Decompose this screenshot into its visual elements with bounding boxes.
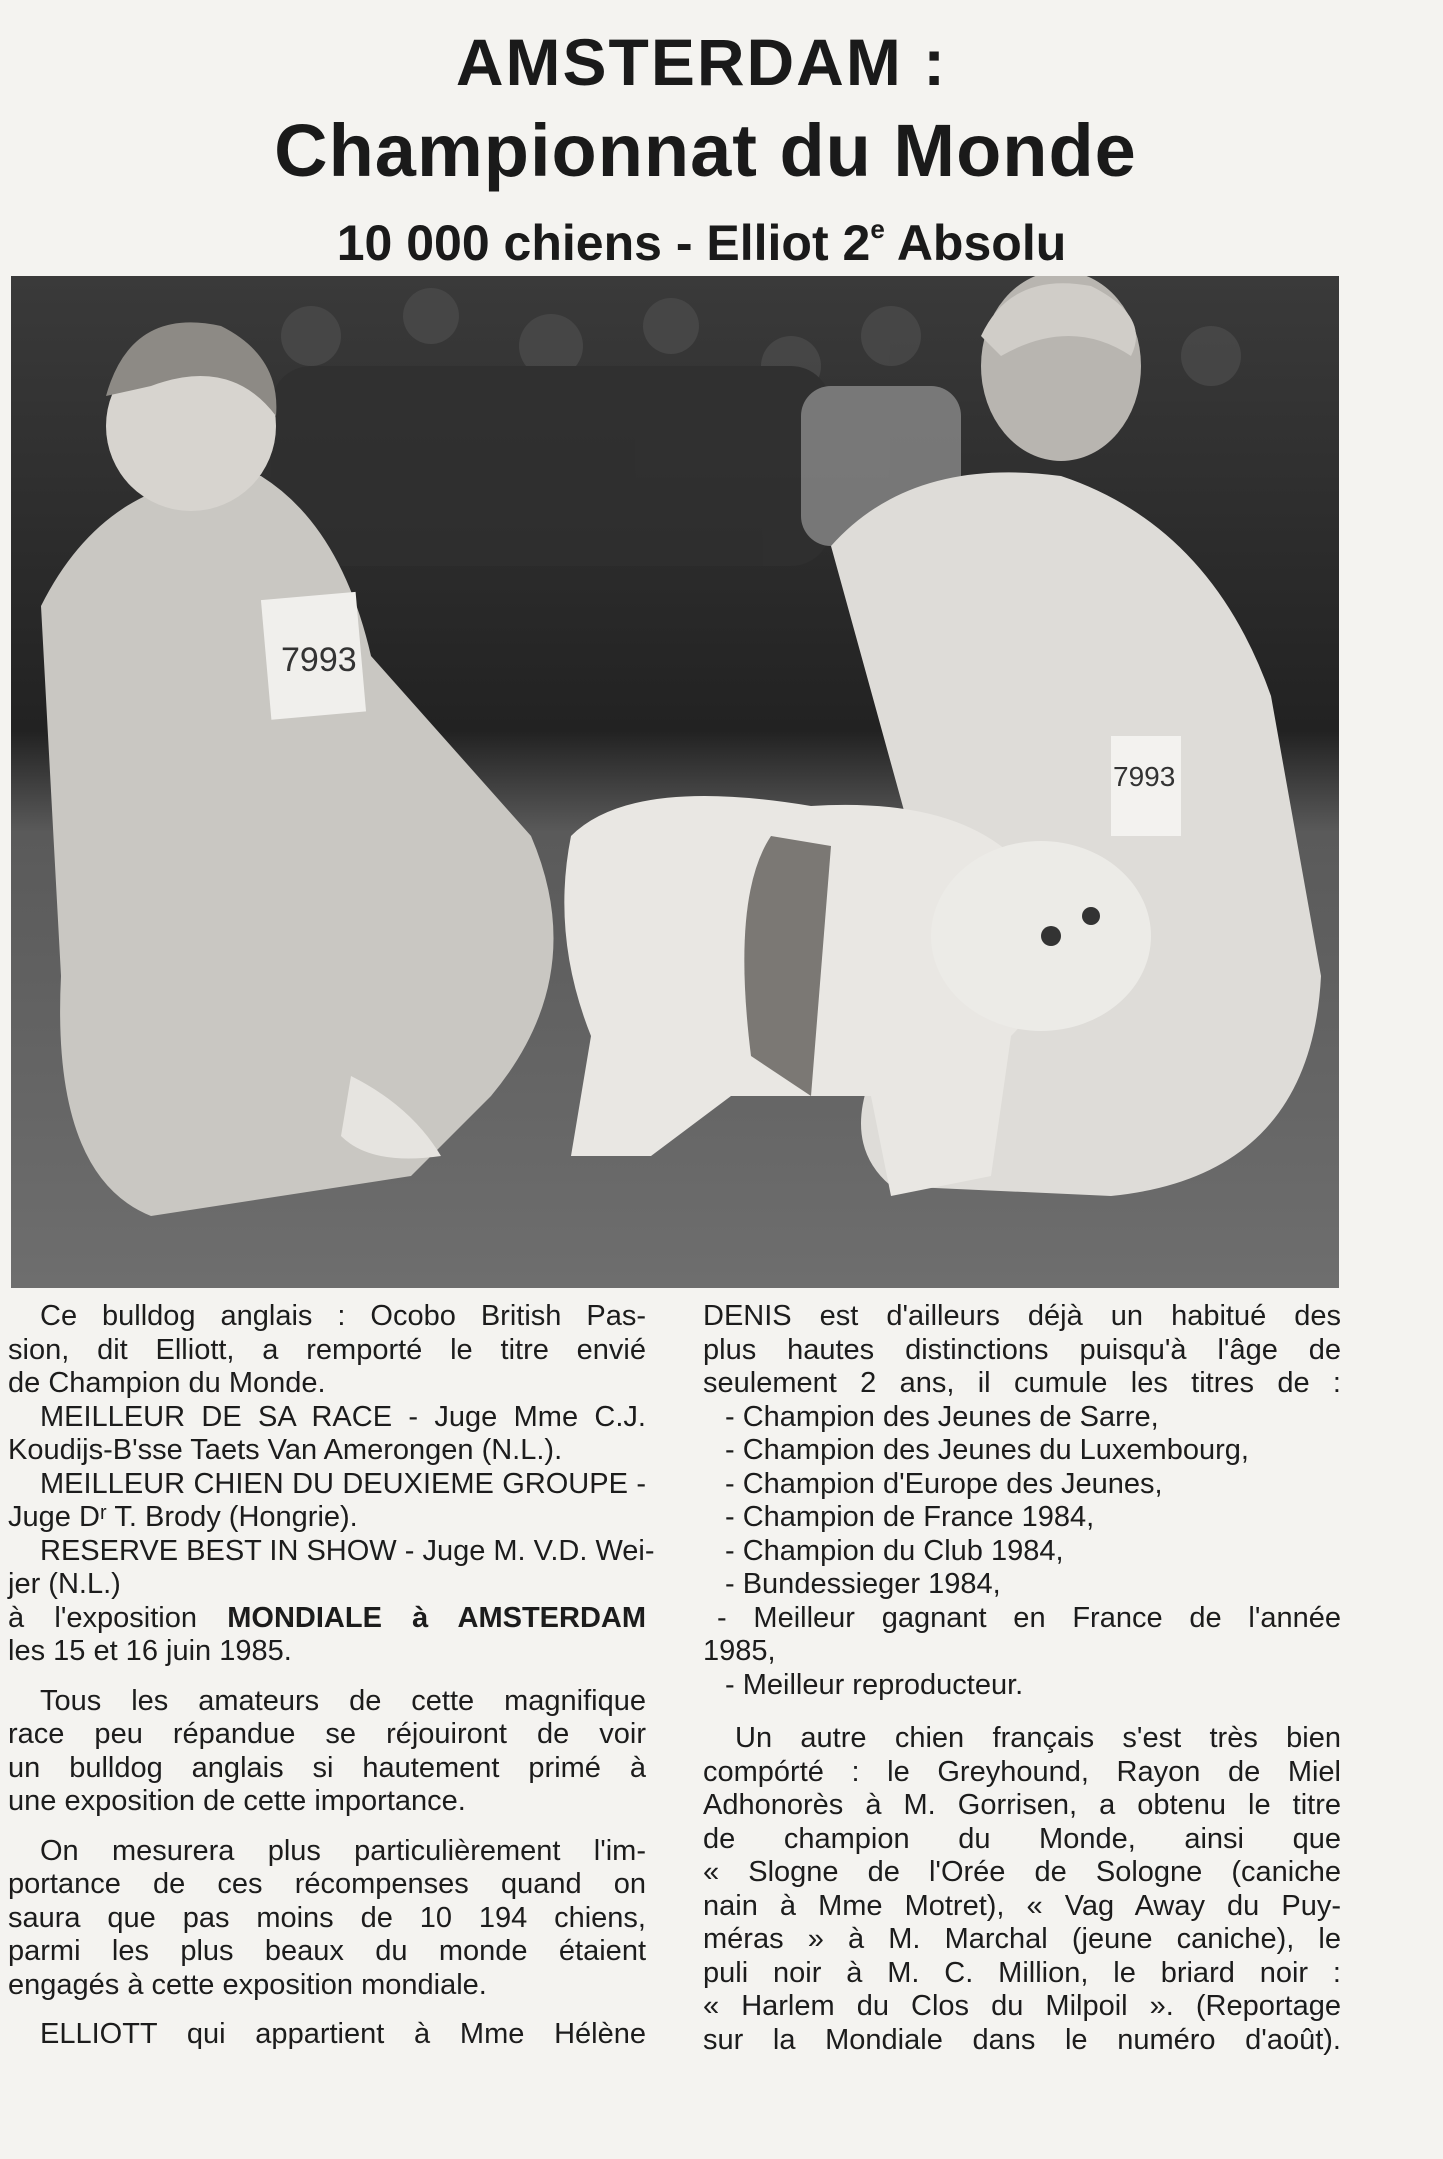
article-text-line: DENIS est d'ailleurs déjà un habitué des (703, 1300, 1341, 1332)
article-text-line: - Champion de France 1984, (725, 1501, 1095, 1533)
line-text: à l'exposition (8, 1601, 228, 1634)
article-text-line: - Champion des Jeunes de Sarre, (725, 1400, 1159, 1433)
article-text-line: puli noir à M. C. Million, le briard noir : (703, 1956, 1341, 1989)
article-text-line: une exposition de cette importance. (8, 1785, 466, 1817)
article-text-line: Un autre chien français s'est très bien (735, 1722, 1341, 1754)
article-text-line: - Champion d'Europe des Jeunes, (725, 1467, 1163, 1500)
headline-subtitle (0, 214, 1423, 272)
article-text-line: sion, dit Elliott, a remporté le titre envié (8, 1333, 646, 1366)
subtitle-superscript: e (870, 214, 885, 244)
article-text-line: « Slogne de l'Orée de Sologne (caniche (703, 1856, 1341, 1888)
article-text-line: portance de ces récompenses quand on (8, 1868, 646, 1900)
bold-event-name: MONDIALE à AMSTERDAM (227, 1601, 646, 1634)
article-text-line: - Bundessieger 1984, (725, 1568, 1001, 1600)
article-text-line: engagés à cette exposition mondiale. (8, 1968, 487, 2001)
article-text-line: jer (N.L.) (8, 1568, 121, 1600)
article-text-line: ELLIOTT qui appartient à Mme Hélène (40, 2018, 646, 2050)
subtitle-text-end: Absolu (884, 215, 1067, 271)
article-text-line: MEILLEUR DE SA RACE - Juge Mme C.J. (40, 1400, 646, 1433)
article-text-line: parmi les plus beaux du monde étaient (8, 1935, 646, 1967)
article-text-line: Ce bulldog anglais : Ocobo British Pas- (40, 1300, 646, 1332)
article-text-line: un bulldog anglais si hautement primé à (8, 1751, 646, 1784)
badge-left: 7993 (281, 641, 357, 679)
article-text-line: de champion du Monde, ainsi que (703, 1822, 1341, 1855)
article-text-line: méras » à M. Marchal (jeune caniche), le (703, 1923, 1341, 1955)
article-text-line: - Meilleur gagnant en France de l'année (717, 1601, 1341, 1634)
article-text-line: plus hautes distinctions puisqu'à l'âge de (703, 1333, 1341, 1366)
article-text-line: Tous les amateurs de cette magnifique (40, 1684, 646, 1717)
headline-title: Championnat du Monde (274, 109, 1137, 192)
article-text-line: Koudijs-B'sse Taets Van Amerongen (N.L.). (8, 1434, 563, 1466)
article-text-line: Juge Dʳ T. Brody (Hongrie). (8, 1501, 358, 1533)
article-text-line: saura que pas moins de 10 194 chiens, (8, 1901, 646, 1934)
article-text-line: nain à Mme Motret), « Vag Away du Puy- (703, 1889, 1341, 1922)
article-text-line: 1985, (703, 1635, 776, 1667)
article-text-line: MEILLEUR CHIEN DU DEUXIEME GROUPE - (40, 1467, 646, 1500)
photo-dog-show-illustration (11, 276, 1339, 1288)
article-text-line: « Harlem du Clos du Milpoil ». (Reportage (703, 1990, 1341, 2022)
article-text-line: seulement 2 ans, il cumule les titres de : (703, 1367, 1341, 1399)
article-text-line: Adhonorès à M. Gorrisen, a obtenu le titre (703, 1789, 1341, 1821)
article-text-line: sur la Mondiale dans le numéro d'août). (703, 2023, 1341, 2056)
article-left-column (8, 1300, 655, 2052)
article-text-line (8, 1602, 646, 1636)
headline-city: AMSTERDAM : (455, 25, 948, 99)
article-text-line: - Champion du Club 1984, (725, 1534, 1064, 1567)
badge-right: 7993 (1113, 761, 1176, 792)
news-photo (11, 276, 1339, 1288)
article-text-line: - Meilleur reproducteur. (725, 1668, 1024, 1701)
article-text-line: race peu répandue se réjouiront de voir (8, 1718, 646, 1750)
article-text-line: les 15 et 16 juin 1985. (8, 1635, 292, 1667)
article-text-line: RESERVE BEST IN SHOW - Juge M. V.D. Wei- (40, 1534, 655, 1567)
article-text-line: - Champion des Jeunes du Luxembourg, (725, 1434, 1249, 1466)
article-text-line: compórté : le Greyhound, Rayon de Miel (703, 1755, 1341, 1788)
article-text-line: On mesurera plus particulièrement l'im- (40, 1834, 646, 1867)
article-right-column (703, 1300, 1341, 2057)
subtitle-text: 10 000 chiens - Elliot 2 (336, 215, 871, 271)
article-text-line: de Champion du Monde. (8, 1367, 326, 1399)
